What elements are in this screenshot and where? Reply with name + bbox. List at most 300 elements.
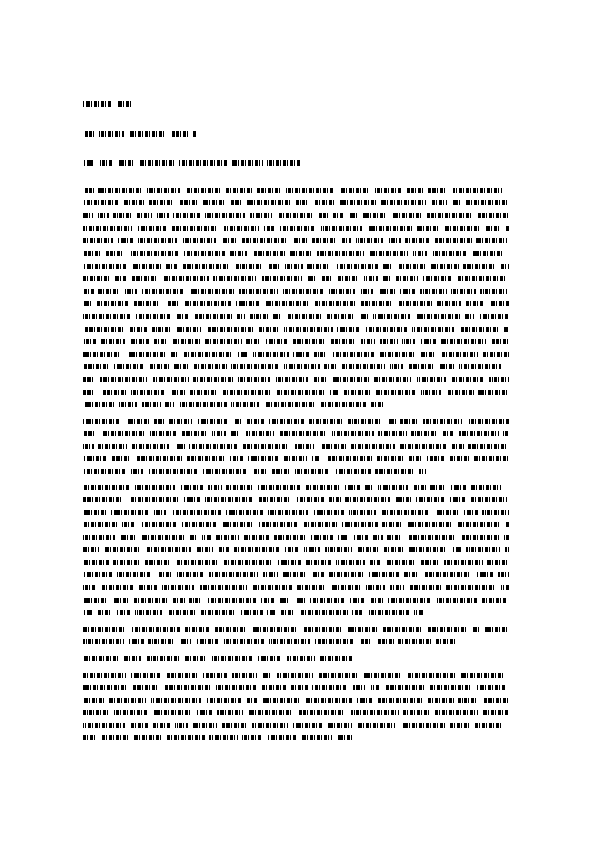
text-word [98, 213, 109, 218]
text-word [252, 469, 266, 474]
text-word [193, 723, 217, 728]
text-word [428, 627, 468, 632]
text-word [345, 497, 390, 502]
text-word [443, 431, 454, 436]
text-word [133, 685, 159, 690]
text-word [131, 390, 165, 395]
text-word [311, 535, 334, 540]
text-line [83, 735, 353, 740]
text-line [83, 200, 509, 205]
text-word [194, 364, 227, 369]
text-word [427, 698, 454, 703]
text-word [224, 226, 259, 231]
text-word [193, 377, 233, 382]
text-word [342, 238, 351, 243]
text-word [138, 238, 177, 243]
text-word [387, 419, 396, 424]
text-word [83, 723, 125, 728]
text-word [83, 485, 129, 490]
text-word [420, 560, 439, 565]
text-word [193, 131, 196, 137]
text-word [466, 547, 500, 552]
text-word [387, 535, 402, 540]
text-word [328, 497, 341, 502]
text-word [421, 390, 441, 395]
text-word [451, 377, 483, 382]
text-word [333, 352, 375, 357]
text-word [432, 200, 447, 205]
text-word [97, 301, 128, 306]
text-word [231, 402, 259, 407]
text-word [130, 723, 148, 728]
text-word [147, 656, 181, 661]
text-word [453, 188, 502, 193]
text-word [362, 213, 386, 218]
text-word [178, 200, 197, 205]
text-word [365, 327, 407, 332]
text-word [409, 456, 421, 461]
text-word [132, 598, 167, 603]
text-line [83, 251, 509, 256]
text-word [430, 485, 446, 490]
text-word [83, 547, 99, 552]
text-word [216, 685, 257, 690]
text-line [83, 656, 358, 661]
text-word [404, 572, 419, 577]
text-word [332, 213, 343, 218]
text-word [199, 610, 234, 615]
text-line [83, 101, 131, 106]
text-word [153, 419, 165, 424]
text-word [377, 698, 423, 703]
text-word [83, 101, 112, 107]
text-word [279, 598, 289, 603]
text-word [292, 238, 307, 243]
text-word [302, 735, 332, 740]
text-word [361, 339, 375, 344]
text-word [322, 276, 333, 281]
text-word [451, 200, 460, 205]
text-word [392, 213, 422, 218]
text-word [83, 456, 106, 461]
text-word [427, 456, 445, 461]
text-line [83, 188, 509, 193]
text-word [99, 160, 112, 166]
text-word [256, 188, 281, 193]
text-word [415, 314, 460, 319]
text-word [148, 639, 175, 644]
text-word [147, 547, 191, 552]
text-word [83, 598, 107, 603]
text-word [144, 560, 170, 565]
text-word [326, 456, 372, 461]
text-word [328, 723, 352, 728]
text-word [477, 213, 509, 218]
text-line [83, 264, 509, 269]
text-word [403, 710, 431, 715]
text-word [83, 327, 123, 332]
text-word [260, 598, 274, 603]
text-word [126, 419, 149, 424]
text-word [284, 327, 333, 332]
text-word [302, 627, 341, 632]
text-word [252, 585, 292, 590]
text-word [314, 510, 345, 515]
text-word [287, 314, 321, 319]
text-word [239, 289, 278, 294]
text-word [450, 485, 466, 490]
text-word [83, 497, 123, 502]
text-line [83, 572, 509, 577]
text-word [263, 698, 301, 703]
text-line [83, 522, 509, 527]
text-word [258, 485, 301, 490]
text-word [118, 238, 134, 243]
text-word [263, 572, 278, 577]
text-word [83, 314, 131, 319]
text-word [83, 639, 124, 644]
text-word [115, 276, 127, 281]
text-word [206, 698, 241, 703]
text-word [416, 497, 445, 502]
text-line [83, 213, 509, 218]
text-word [352, 610, 363, 615]
text-word [172, 339, 201, 344]
text-word [132, 276, 158, 281]
text-word [337, 735, 353, 740]
text-word [217, 710, 243, 715]
text-word [177, 327, 201, 332]
text-word [183, 497, 200, 502]
text-word [314, 301, 355, 306]
text-word [106, 251, 124, 256]
text-word [133, 735, 162, 740]
text-word [407, 535, 454, 540]
text-word [361, 289, 373, 294]
text-word [317, 213, 328, 218]
text-word [153, 377, 189, 382]
text-word [83, 444, 94, 449]
text-line [83, 547, 509, 552]
text-word [116, 101, 131, 107]
text-word [468, 419, 509, 424]
text-word [359, 639, 370, 644]
text-word [153, 723, 170, 728]
text-word [326, 314, 354, 319]
text-word [130, 251, 178, 256]
text-word [438, 364, 454, 369]
text-word [486, 226, 501, 231]
text-line [83, 444, 509, 449]
text-word [283, 572, 307, 577]
text-word [189, 444, 238, 449]
text-word [232, 160, 263, 166]
text-word [83, 431, 95, 436]
text-word [249, 710, 293, 715]
text-word [320, 656, 353, 661]
text-word [83, 276, 110, 281]
text-word [148, 200, 173, 205]
text-word [348, 419, 382, 424]
text-word [83, 188, 94, 193]
text-word [193, 314, 232, 319]
text-word [413, 251, 427, 256]
text-word [141, 535, 185, 540]
text-word [181, 639, 191, 644]
text-word [435, 710, 478, 715]
text-word [331, 585, 361, 590]
text-word [309, 598, 344, 603]
text-word [376, 456, 404, 461]
text-word [83, 522, 118, 527]
text-word [378, 289, 395, 294]
text-word [452, 547, 461, 552]
text-word [436, 639, 455, 644]
text-word [205, 213, 245, 218]
text-word [442, 352, 478, 357]
text-line [83, 377, 509, 382]
text-word [386, 560, 415, 565]
text-word [420, 289, 447, 294]
text-word [252, 723, 288, 728]
text-word [83, 673, 126, 678]
text-word [213, 276, 256, 281]
text-word [314, 352, 327, 357]
text-word [176, 572, 203, 577]
text-word [163, 685, 210, 690]
text-word [222, 238, 237, 243]
text-word [171, 352, 179, 357]
text-word [374, 377, 411, 382]
text-line [83, 364, 509, 369]
text-word [305, 560, 331, 565]
text-word [224, 639, 265, 644]
text-word [297, 585, 326, 590]
text-word [338, 200, 376, 205]
text-word [349, 510, 376, 515]
text-word [414, 610, 423, 615]
text-word [424, 572, 470, 577]
text-word [400, 419, 419, 424]
text-word [459, 364, 501, 369]
text-word [238, 352, 248, 357]
text-word [209, 735, 238, 740]
text-word [364, 276, 378, 281]
text-word [99, 131, 124, 137]
text-word [257, 327, 278, 332]
text-word [482, 510, 509, 515]
text-word [421, 352, 436, 357]
text-word [157, 572, 171, 577]
text-word [206, 327, 253, 332]
text-word [302, 522, 337, 527]
text-word [83, 339, 96, 344]
text-word [417, 377, 446, 382]
text-line [83, 710, 509, 715]
text-line [83, 431, 509, 436]
text-word [284, 364, 320, 369]
text-word [173, 364, 189, 369]
text-word [183, 238, 216, 243]
text-word [458, 698, 478, 703]
text-word [172, 510, 221, 515]
text-word [416, 226, 439, 231]
text-word [383, 627, 423, 632]
text-word [83, 535, 115, 540]
text-word [426, 213, 472, 218]
text-word [286, 188, 334, 193]
text-word [398, 301, 432, 306]
text-line [83, 352, 509, 357]
text-word [312, 238, 337, 243]
text-line [83, 685, 509, 690]
text-word [265, 301, 309, 306]
text-word [291, 685, 308, 690]
text-word [112, 598, 128, 603]
text-word [152, 327, 172, 332]
text-word [468, 444, 508, 449]
text-word [329, 390, 338, 395]
text-word [189, 598, 202, 603]
text-word [383, 276, 392, 281]
text-word [277, 560, 301, 565]
text-word [419, 469, 426, 474]
text-word [295, 598, 305, 603]
text-word [394, 497, 411, 502]
text-word [353, 685, 365, 690]
text-line [83, 698, 509, 703]
text-word [445, 226, 481, 231]
text-word [276, 377, 308, 382]
text-word [293, 723, 323, 728]
text-word [315, 200, 334, 205]
text-word [212, 431, 226, 436]
text-word [250, 213, 272, 218]
text-word [83, 510, 107, 515]
text-word [364, 673, 402, 678]
text-word [122, 522, 135, 527]
text-line [83, 402, 385, 407]
text-word [501, 585, 509, 590]
text-word [111, 456, 130, 461]
text-word [197, 419, 227, 424]
text-word [378, 485, 408, 490]
text-word [264, 226, 275, 231]
text-word [101, 431, 144, 436]
text-word [449, 723, 470, 728]
text-word [473, 456, 509, 461]
text-word [83, 656, 119, 661]
text-word [180, 485, 203, 490]
text-word [271, 469, 290, 474]
text-word [328, 572, 364, 577]
text-word [128, 639, 144, 644]
text-word [189, 289, 234, 294]
text-word [446, 585, 496, 590]
text-word [266, 339, 288, 344]
text-word [203, 673, 228, 678]
text-word [130, 339, 149, 344]
text-word [382, 522, 403, 527]
text-word [157, 213, 169, 218]
text-word [134, 301, 160, 306]
text-word [420, 339, 436, 344]
text-word [474, 723, 501, 728]
text-word [409, 547, 447, 552]
text-word [147, 188, 180, 193]
text-word [295, 444, 314, 449]
text-word [201, 200, 224, 205]
text-word [292, 339, 325, 344]
text-word [408, 585, 441, 590]
text-word [102, 735, 129, 740]
text-word [262, 276, 302, 281]
text-word [361, 301, 393, 306]
text-line [83, 419, 509, 424]
text-word [219, 547, 230, 552]
text-word [331, 377, 369, 382]
text-word [290, 251, 313, 256]
text-line [83, 673, 509, 678]
text-word [242, 735, 262, 740]
text-word [111, 510, 149, 515]
text-word [436, 598, 477, 603]
text-line [83, 390, 509, 395]
text-word [246, 339, 261, 344]
text-word [376, 390, 416, 395]
text-word [423, 419, 462, 424]
text-word [401, 723, 445, 728]
text-word [253, 352, 289, 357]
text-word [380, 339, 398, 344]
text-word [137, 213, 152, 218]
text-word [312, 572, 324, 577]
text-word [83, 735, 97, 740]
text-word [281, 610, 293, 615]
text-word [306, 485, 339, 490]
text-word [170, 390, 185, 395]
text-word [457, 522, 500, 527]
text-word [83, 264, 126, 269]
text-word [83, 238, 113, 243]
text-word [179, 160, 228, 166]
text-word [184, 251, 226, 256]
text-word [344, 485, 360, 490]
text-word [83, 585, 96, 590]
text-word [452, 444, 464, 449]
text-word [268, 510, 308, 515]
text-word [368, 610, 409, 615]
text-word [186, 188, 221, 193]
text-line [83, 497, 509, 502]
text-word [376, 639, 394, 644]
text-word [136, 314, 171, 319]
text-word [461, 673, 505, 678]
text-line [83, 610, 423, 615]
text-word [505, 547, 509, 552]
text-word [482, 598, 506, 603]
text-word [226, 485, 254, 490]
text-word [337, 327, 360, 332]
text-word [429, 264, 459, 269]
text-word [283, 289, 324, 294]
text-word [506, 226, 509, 231]
text-line [83, 627, 509, 632]
text-line [83, 339, 509, 344]
text-word [169, 419, 192, 424]
text-word [183, 264, 230, 269]
text-word [114, 364, 144, 369]
